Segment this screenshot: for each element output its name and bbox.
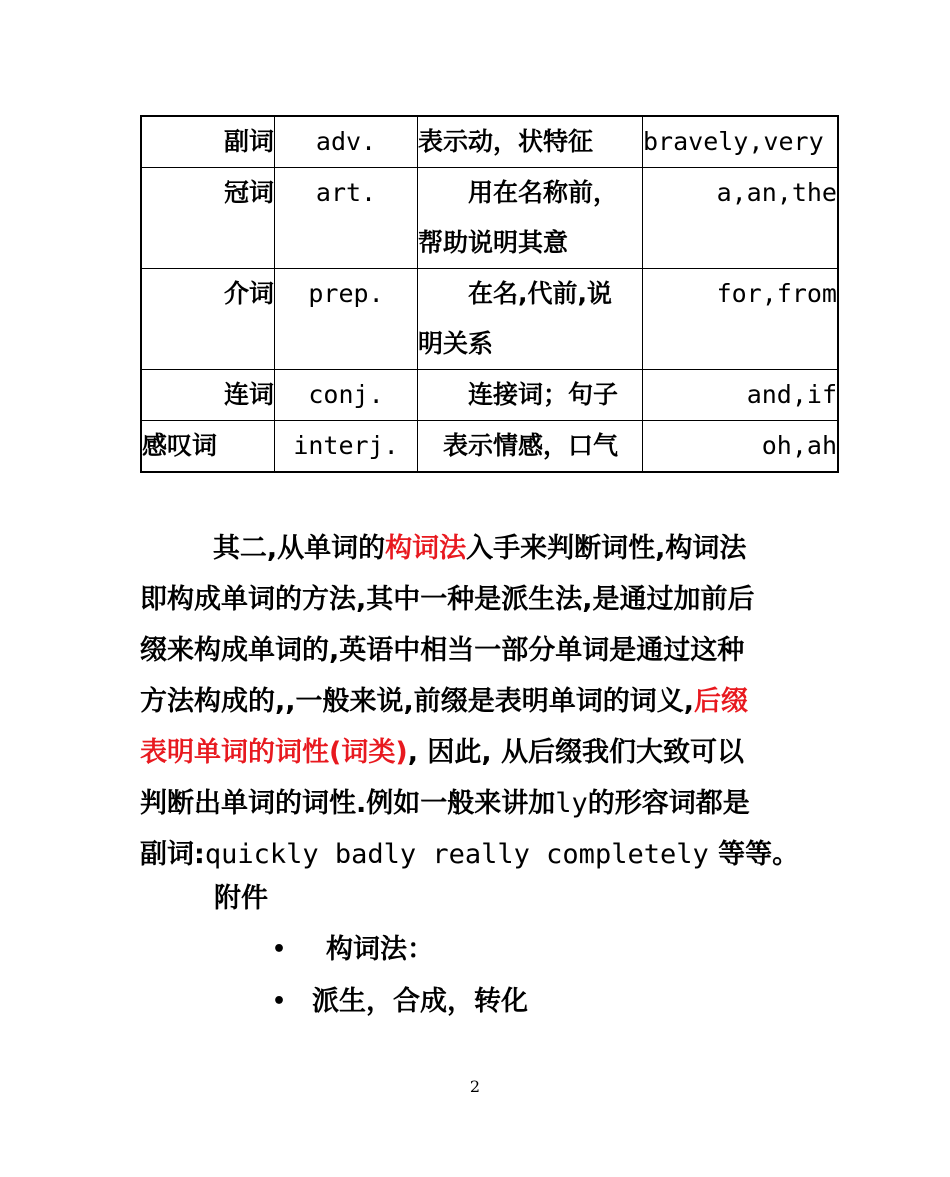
bullet-icon: • (272, 989, 287, 1014)
paragraph-line: 表明单词的词性(词类), 因此, 从后缀我们大致可以 (140, 737, 745, 768)
description: 表示动，状特征 (418, 116, 643, 168)
bullet-icon: • (272, 937, 287, 962)
description: 表示情感，口气 (418, 421, 643, 473)
abbr: conj. (275, 370, 418, 421)
parts-of-speech-table (140, 115, 839, 473)
cn-term: 感叹词 (141, 421, 275, 473)
paragraph-line: 即构成单词的方法,其中一种是派生法,是通过加前后 (140, 584, 755, 615)
highlight-term: 构词法 (385, 533, 467, 564)
paragraph-line: 副词:quickly badly really completely 等等。 (140, 839, 800, 870)
list-item: • 构词法： (272, 924, 528, 976)
highlight-term: 后缀 (694, 686, 749, 717)
abbr: prep. (275, 269, 418, 370)
examples: and,if (643, 370, 839, 421)
description: 连接词；句子 (418, 370, 643, 421)
table-row (141, 116, 838, 168)
examples: for,from (643, 269, 839, 370)
abbr: adv. (275, 116, 418, 168)
table-row (141, 421, 838, 473)
abbr: art. (275, 168, 418, 269)
cn-term: 副词 (141, 116, 275, 168)
examples: a,an,the (643, 168, 839, 269)
highlight-term: 表明单词的词性(词类) (140, 737, 408, 768)
page-number: 2 (469, 1077, 481, 1096)
cn-term: 冠词 (141, 168, 275, 269)
examples: oh,ah (643, 421, 839, 473)
paragraph-line: 判断出单词的词性.例如一般来讲加ly的形容词都是 (140, 788, 750, 819)
description: 用在名称前， 帮助说明其意 (418, 168, 643, 269)
attachment-heading: 附件 (214, 883, 268, 914)
examples: bravely,very (643, 116, 839, 168)
description: 在名,代前,说 明关系 (418, 269, 643, 370)
cn-term: 介词 (141, 269, 275, 370)
paragraph-line: 方法构成的,,一般来说,前缀是表明单词的词义,后缀 (140, 686, 749, 717)
cn-term: 连词 (141, 370, 275, 421)
table-row (141, 370, 838, 421)
abbr: interj. (275, 421, 418, 473)
paragraph-line: 其二,从单词的构词法入手来判断词性,构词法 (212, 533, 747, 564)
table-row (141, 168, 838, 269)
paragraph-line: 缀来构成单词的,英语中相当一部分单词是通过这种 (140, 635, 745, 666)
table-row (141, 269, 838, 370)
body-paragraph (140, 523, 820, 880)
attachment-bullet-list (272, 924, 528, 1028)
list-item: • 派生，合成，转化 (272, 976, 528, 1028)
